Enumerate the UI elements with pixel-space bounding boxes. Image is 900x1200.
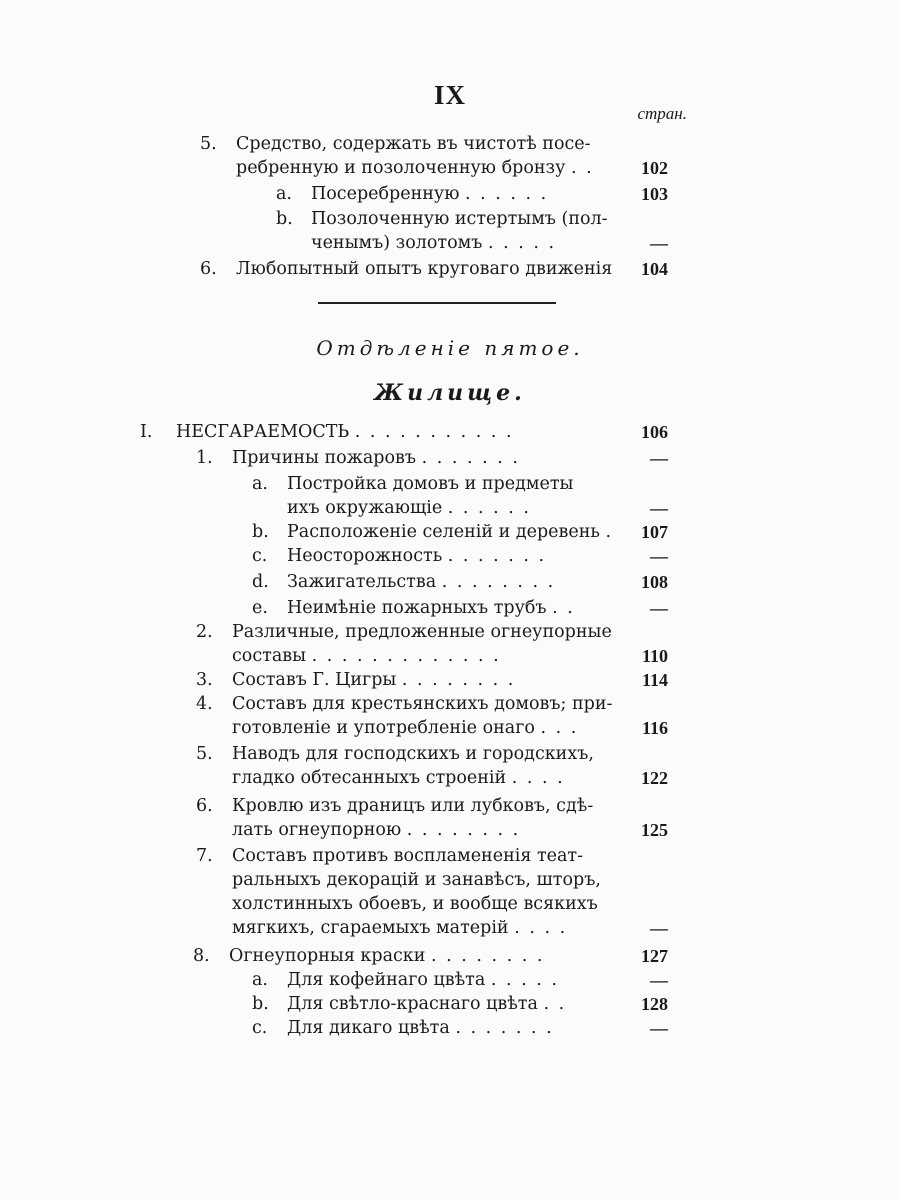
toc-entry-text (232, 692, 612, 716)
dot-leader: . . . . . . . (455, 1018, 554, 1038)
toc-entry-number: b. (252, 522, 269, 542)
toc-entry-page: 110 (641, 646, 668, 666)
toc-entry-page: 106 (641, 422, 668, 442)
toc-entry-page: 104 (641, 259, 668, 279)
toc-entry-number: 7. (196, 846, 213, 866)
toc-entry-line: Для кофейнаго цвѣта (287, 970, 486, 990)
toc-entry-number: 1. (196, 448, 213, 468)
toc-entry-line: готовленіе и употребленіе онаго (232, 718, 535, 738)
toc-entry-number: a. (276, 184, 292, 204)
toc-entry-text (287, 992, 566, 1016)
toc-entry-text (232, 766, 565, 790)
toc-entry (0, 520, 668, 544)
toc-entry-text (311, 231, 556, 255)
toc-entry (0, 692, 668, 740)
toc-entry-line: Неимѣніе пожарныхъ трубъ (287, 598, 547, 618)
toc-entry-text (311, 207, 608, 231)
section-label: Отдѣленіе пятое. (316, 336, 584, 360)
toc-entry-line: Средство, содержать въ чистотѣ посе- (236, 134, 591, 154)
toc-entry (0, 570, 668, 594)
toc-entry-text (232, 620, 612, 644)
toc-entry-page: 102 (641, 158, 668, 178)
toc-entry-number: c. (252, 546, 268, 566)
toc-entry (0, 420, 668, 444)
toc-entry-text (287, 472, 573, 496)
toc-entry-number: 4. (196, 694, 213, 714)
dot-leader: . . . . . . . . (406, 820, 521, 840)
toc-entry-text (232, 844, 583, 868)
toc-entry-text (232, 794, 593, 818)
toc-entry-page: — (650, 598, 668, 618)
toc-entry-text (287, 544, 546, 568)
toc-entry-line: ченымъ) золотомъ (311, 233, 483, 253)
toc-entry-text (232, 668, 515, 692)
toc-entry-text (287, 596, 575, 620)
toc-entry-line: Зажигательства (287, 572, 437, 592)
toc-entry-text (232, 716, 578, 740)
toc-entry-page: 108 (641, 572, 668, 592)
toc-entry-line: Расположеніе селеній и деревень (287, 522, 600, 542)
dot-leader: . . . . . . . (421, 448, 520, 468)
toc-entry (0, 742, 668, 790)
section-divider (318, 302, 556, 304)
toc-entry-line: Наводъ для господскихъ и городскихъ, (232, 744, 594, 764)
toc-entry-page: — (650, 970, 668, 990)
toc-entry-number: 5. (200, 134, 217, 154)
dot-leader: . . . . . . (447, 498, 531, 518)
toc-entry-text (232, 868, 601, 892)
toc-entry (0, 992, 668, 1016)
page-column-header: стран. (637, 104, 687, 123)
toc-entry-line: Огнеупорныя краски (229, 946, 426, 966)
toc-entry (0, 844, 668, 940)
toc-entry-number: a. (252, 970, 268, 990)
toc-entry-page: 128 (641, 994, 668, 1014)
toc-entry-line: Составъ Г. Цигры (232, 670, 397, 690)
toc-entry-line: Неосторожность (287, 546, 443, 566)
toc-entry-text (232, 446, 520, 470)
dot-leader: . . . . . . . . (441, 572, 556, 592)
toc-entry-text (287, 570, 555, 594)
toc-entry-text (229, 944, 544, 968)
toc-entry-text (287, 520, 613, 544)
toc-entry-text (236, 257, 612, 281)
toc-entry (0, 446, 668, 470)
dot-leader: . . . . . . . . . . . (354, 422, 514, 442)
toc-entry (0, 968, 668, 992)
toc-entry (0, 620, 668, 668)
toc-entry-line: ральныхъ декорацій и занавѣсъ, шторъ, (232, 870, 601, 890)
dot-leader: . . . . . . (465, 184, 549, 204)
toc-entry-page: — (650, 546, 668, 566)
toc-entry (0, 472, 668, 520)
toc-entry-text (232, 742, 594, 766)
toc-entry (0, 668, 668, 692)
toc-entry-text (232, 818, 520, 842)
toc-entry-number: a. (252, 474, 268, 494)
toc-entry-text (176, 420, 514, 444)
toc-entry-text (287, 1016, 554, 1040)
toc-entry-page: 127 (641, 946, 668, 966)
toc-entry-page: — (650, 1018, 668, 1038)
dot-leader: . . . . . . . . (401, 670, 516, 690)
toc-entry-text (232, 892, 598, 916)
toc-entry-number: d. (252, 572, 269, 592)
toc-entry (0, 257, 668, 281)
toc-entry-text (236, 156, 594, 180)
toc-entry (0, 944, 668, 968)
toc-entry-page: — (650, 448, 668, 468)
dot-leader: . . . (540, 718, 579, 738)
dot-leader: . . (570, 158, 594, 178)
toc-entry-page: 125 (641, 820, 668, 840)
section-heading: Жилище. (374, 380, 526, 406)
toc-entry-number: b. (276, 209, 293, 229)
dot-leader: . . (543, 994, 567, 1014)
toc-entry-number: 6. (200, 259, 217, 279)
toc-entry-line: составы (232, 646, 307, 666)
toc-entry-number: 8. (193, 946, 210, 966)
dot-leader: . (605, 522, 614, 542)
toc-entry-line: Постройка домовъ и предметы (287, 474, 574, 494)
toc-entry-number: 5. (196, 744, 213, 764)
toc-entry-number: b. (252, 994, 269, 1014)
toc-entry-line: гладко обтесанныхъ строеній (232, 768, 507, 788)
toc-entry (0, 1016, 668, 1040)
toc-entry-page: 103 (641, 184, 668, 204)
dot-leader: . . . . . . . (447, 546, 547, 566)
toc-entry-number: I. (140, 422, 153, 442)
toc-entry-page: 107 (641, 522, 668, 542)
toc-entry-line: лать огнеупорною (232, 820, 402, 840)
dot-leader: . . . . . . . . (430, 946, 545, 966)
toc-entry-line: ихъ окружающіе (287, 498, 443, 518)
toc-entry-text (232, 916, 567, 940)
dot-leader: . . . . . (490, 970, 559, 990)
toc-entry-number: e. (252, 598, 268, 618)
toc-entry-line: Составъ для крестьянскихъ домовъ; при- (232, 694, 613, 714)
toc-entry (0, 132, 668, 180)
toc-entry-page: 122 (641, 768, 668, 788)
toc-entry-text (287, 968, 559, 992)
dot-leader: . . . . (514, 918, 568, 938)
toc-entry-page: — (650, 233, 668, 253)
dot-leader: . . . . (511, 768, 565, 788)
toc-entry-line: Для дикаго цвѣта (287, 1018, 450, 1038)
toc-entry-text (287, 496, 531, 520)
toc-entry-line: Причины пожаровъ (232, 448, 416, 468)
toc-entry-page: — (650, 918, 668, 938)
toc-entry-line: холстинныхъ обоевъ, и вообще всякихъ (232, 894, 598, 914)
toc-entry-page: 116 (641, 718, 668, 738)
dot-leader: . . . . . (487, 233, 557, 253)
toc-entry (0, 794, 668, 842)
toc-entry-line: Различные, предложенные огнеупорные (232, 622, 612, 642)
toc-entry-line: НЕСГАРАЕМОСТЬ (176, 422, 350, 442)
dot-leader: . . (552, 598, 575, 618)
toc-entry-line: Кровлю изъ драницъ или лубковъ, сдѣ- (232, 796, 594, 816)
toc-entry-line: Составъ противъ воспламененія теат- (232, 846, 584, 866)
toc-entry (0, 182, 668, 206)
page-number: IX (433, 80, 466, 110)
toc-entry-line: Позолоченную истертымъ (пол- (311, 209, 608, 229)
toc-entry-number: 6. (196, 796, 213, 816)
toc-entry-number: 2. (196, 622, 213, 642)
toc-entry-line: ребренную и позолоченную бронзу (236, 158, 566, 178)
toc-entry (0, 596, 668, 620)
toc-entry-line: Для свѣтло-краснаго цвѣта (287, 994, 538, 1014)
toc-entry-number: 3. (196, 670, 213, 690)
toc-entry-text (232, 644, 501, 668)
toc-entry (0, 544, 668, 568)
toc-entry-number: c. (252, 1018, 268, 1038)
toc-entry (0, 207, 668, 255)
toc-entry-page: — (650, 498, 668, 518)
toc-entry-text (311, 182, 548, 206)
toc-entry-line: Любопытный опытъ круговаго движенія (236, 259, 613, 279)
toc-entry-page: 114 (641, 670, 668, 690)
toc-entry-line: мягкихъ, сгараемыхъ матерій (232, 918, 509, 938)
toc-entry-text (236, 132, 591, 156)
dot-leader: . . . . . . . . . . . . . (311, 646, 501, 666)
toc-entry-line: Посеребренную (311, 184, 460, 204)
